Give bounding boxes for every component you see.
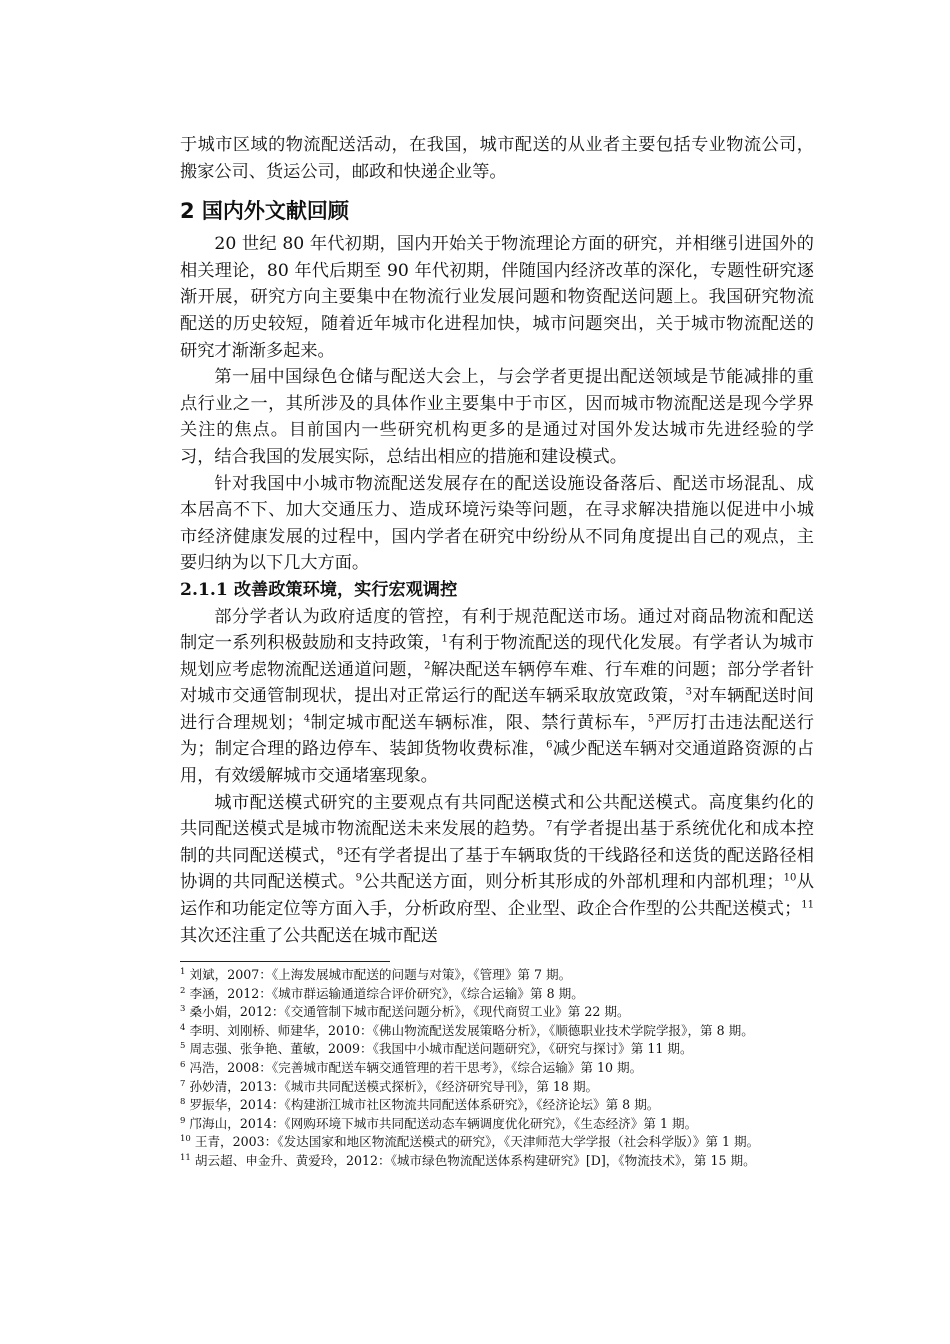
footnote-ref[interactable]: 3 (685, 686, 692, 698)
footnote-ref[interactable]: 5 (647, 713, 655, 725)
footnote (180, 1133, 814, 1152)
text-run: 部分学者认为政府适度的管控，有利于规范配送市场。通过对商品物流和配送制定一系列积极鼓励和支持政策， (180, 606, 814, 654)
footnote-number: 6 (180, 1059, 186, 1070)
footnote-number: 4 (180, 1022, 186, 1033)
text-run: 公共配送方面，则分析其形成的外部机理和内部机理； (362, 872, 784, 893)
footnote (180, 1115, 814, 1134)
footnote-number: 10 (180, 1134, 191, 1145)
footnote-number: 9 (180, 1115, 186, 1126)
footnote-number: 5 (180, 1041, 186, 1052)
paragraph-1: 20 世纪 80 年代初期，国内开始关于物流理论方面的研究，并相继引进国外的相关理论，80 年代后期至 90 年代初期，伴随国内经济改革的深化，专题性研究逐渐开展，研究方向主要集中在物流行业发展问题和物资配送问题上。我国研究物流配送的历史较短，随着近年城市化进程加快，城市问题突出，关于城市物流配送的研究才渐渐多起来。 (180, 234, 814, 361)
footnote-ref[interactable]: 9 (355, 872, 363, 884)
footnote-ref[interactable]: 1 (441, 633, 448, 645)
footnote-ref[interactable]: 11 (801, 899, 814, 911)
body-text (180, 132, 814, 949)
text-run: 对车辆配送时间进行合理规划； (180, 686, 814, 733)
footnote (180, 985, 814, 1004)
text-run: 还有学者提出了基于车辆取货的干线路径和送货的配送路径相协调的共同配送模式。 (180, 845, 814, 893)
footnote-ref[interactable]: 6 (546, 739, 553, 751)
footnote-text: 孙妙清，2013：《城市共同配送模式探析》，《经济研究导刊》，第 18 期。 (189, 1078, 599, 1094)
text-run: 解决配送车辆停车难、行车难的问题；部分学者针对城市交通管制现状，提出对正常运行的配送车辆采取放宽政策， (180, 659, 814, 707)
footnote-number: 11 (180, 1152, 191, 1163)
text-run: 其次还注重了公共配送在城市配送 (180, 925, 438, 946)
text-run: 制定城市配送车辆标准，限、禁行黄标车， (310, 712, 648, 733)
footnote-ref[interactable]: 10 (783, 872, 797, 884)
text-run: 减少配送车辆对交通道路资源的占用，有效缓解城市交通堵塞现象。 (180, 739, 814, 787)
footnote-number: 7 (180, 1078, 186, 1089)
footnote-text: 刘斌，2007：《上海发展城市配送的问题与对策》，《管理》第 7 期。 (189, 967, 572, 982)
footnote (180, 966, 814, 985)
footnote-text: 冯浩，2008：《完善城市配送车辆交通管理的若干思考》，《综合运输》第 10 期。 (189, 1059, 643, 1075)
footnote-text: 李明、刘刚桥、师建华，2010：《佛山物流配送发展策略分析》，《顺德职业技术学院学报》，第 8 期。 (189, 1022, 754, 1038)
footnote-number: 1 (180, 966, 186, 977)
text-run: 有利于物流配送的现代化发展。有学者认为城市规划应考虑物流配送通道问题， (180, 633, 814, 680)
subsection-heading: 2.1.1 改善政策环境，实行宏观调控 (180, 579, 458, 600)
footnote-text: 罗振华，2014：《构建浙江城市社区物流共同配送体系研究》，《经济论坛》第 8 期。 (189, 1097, 660, 1113)
paragraph-2: 第一届中国绿色仓储与配送大会上，与会学者更提出配送领域是节能减排的重点行业之一，其所涉及的具体作业主要集中于市区，因而城市物流配送是现今学界关注的焦点。目前国内一些研究机构更多的是通过对国外发达城市先进经验的学习，结合我国的发展实际，总结出相应的措施和建设模式。 (180, 367, 814, 467)
footnote-text: 周志强、张争艳、董敏，2009：《我国中小城市配送问题研究》，《研究与探讨》第 11 期。 (189, 1041, 693, 1057)
footnote (180, 1059, 814, 1078)
footnotes (180, 966, 814, 1171)
footnote-text: 李涵，2012：《城市群运输通道综合评价研究》，《综合运输》第 8 期。 (189, 985, 584, 1001)
footnote-text: 胡云超、申金升、黄爱玲，2012：《城市绿色物流配送体系构建研究》[D]，《物流技术》，第 15 期。 (194, 1152, 756, 1168)
text-run: 有学者提出基于系统优化和成本控制的共同配送模式， (180, 819, 814, 866)
paragraph-4 (180, 604, 814, 790)
footnote (180, 1040, 814, 1059)
footnote (180, 1096, 814, 1115)
paragraph-5 (180, 790, 814, 950)
footnote (180, 1152, 814, 1171)
footnote-text: 桑小娟，2012：《交通管制下城市配送问题分析》，《现代商贸工业》第 22 期。 (189, 1004, 630, 1020)
text-run: 严厉打击违法配送行为；制定合理的路边停车、装卸货物收费标准， (180, 712, 814, 760)
footnote-text: 王青，2003：《发达国家和地区物流配送模式的研究》，《天津师范大学学报（社会科学版）》第 1 期。 (194, 1134, 760, 1150)
paragraph-continued: 于城市区域的物流配送活动，在我国，城市配送的从业者主要包括专业物流公司，搬家公司、货运公司，邮政和快递企业等。 (180, 135, 814, 182)
text-run: 城市配送模式研究的主要观点有共同配送模式和公共配送模式。高度集约化的共同配送模式是城市物流配送未来发展的趋势。 (180, 792, 814, 840)
footnote-ref[interactable]: 4 (303, 713, 311, 725)
footnote-number: 8 (180, 1096, 186, 1107)
paragraph-3: 针对我国中小城市物流配送发展存在的配送设施设备落后、配送市场混乱、成本居高不下、加大交通压力、造成环境污染等问题，在寻求解决措施以促进中小城市经济健康发展的过程中，国内学者在研究中纷纷从不同角度提出自己的观点，主要归纳为以下几大方面。 (180, 473, 814, 574)
footnote (180, 1022, 814, 1041)
footnote-number: 3 (180, 1004, 186, 1014)
section-heading: 2 国内外文献回顾 (180, 199, 349, 224)
footnote-ref[interactable]: 8 (336, 846, 344, 858)
footnote-text: 邝海山，2014：《网购环境下城市共同配送动态车辆调度优化研究》，《生态经济》第 1 期。 (189, 1115, 698, 1131)
footnote (180, 1003, 814, 1022)
footnote-ref[interactable]: 2 (424, 659, 431, 671)
text-run: 从运作和功能定位等方面入手，分析政府型、企业型、政企合作型的公共配送模式； (180, 872, 814, 920)
footnote-ref[interactable]: 7 (546, 819, 553, 831)
footnote (180, 1078, 814, 1097)
footnote-separator (180, 961, 390, 962)
footnote-number: 2 (180, 985, 186, 996)
